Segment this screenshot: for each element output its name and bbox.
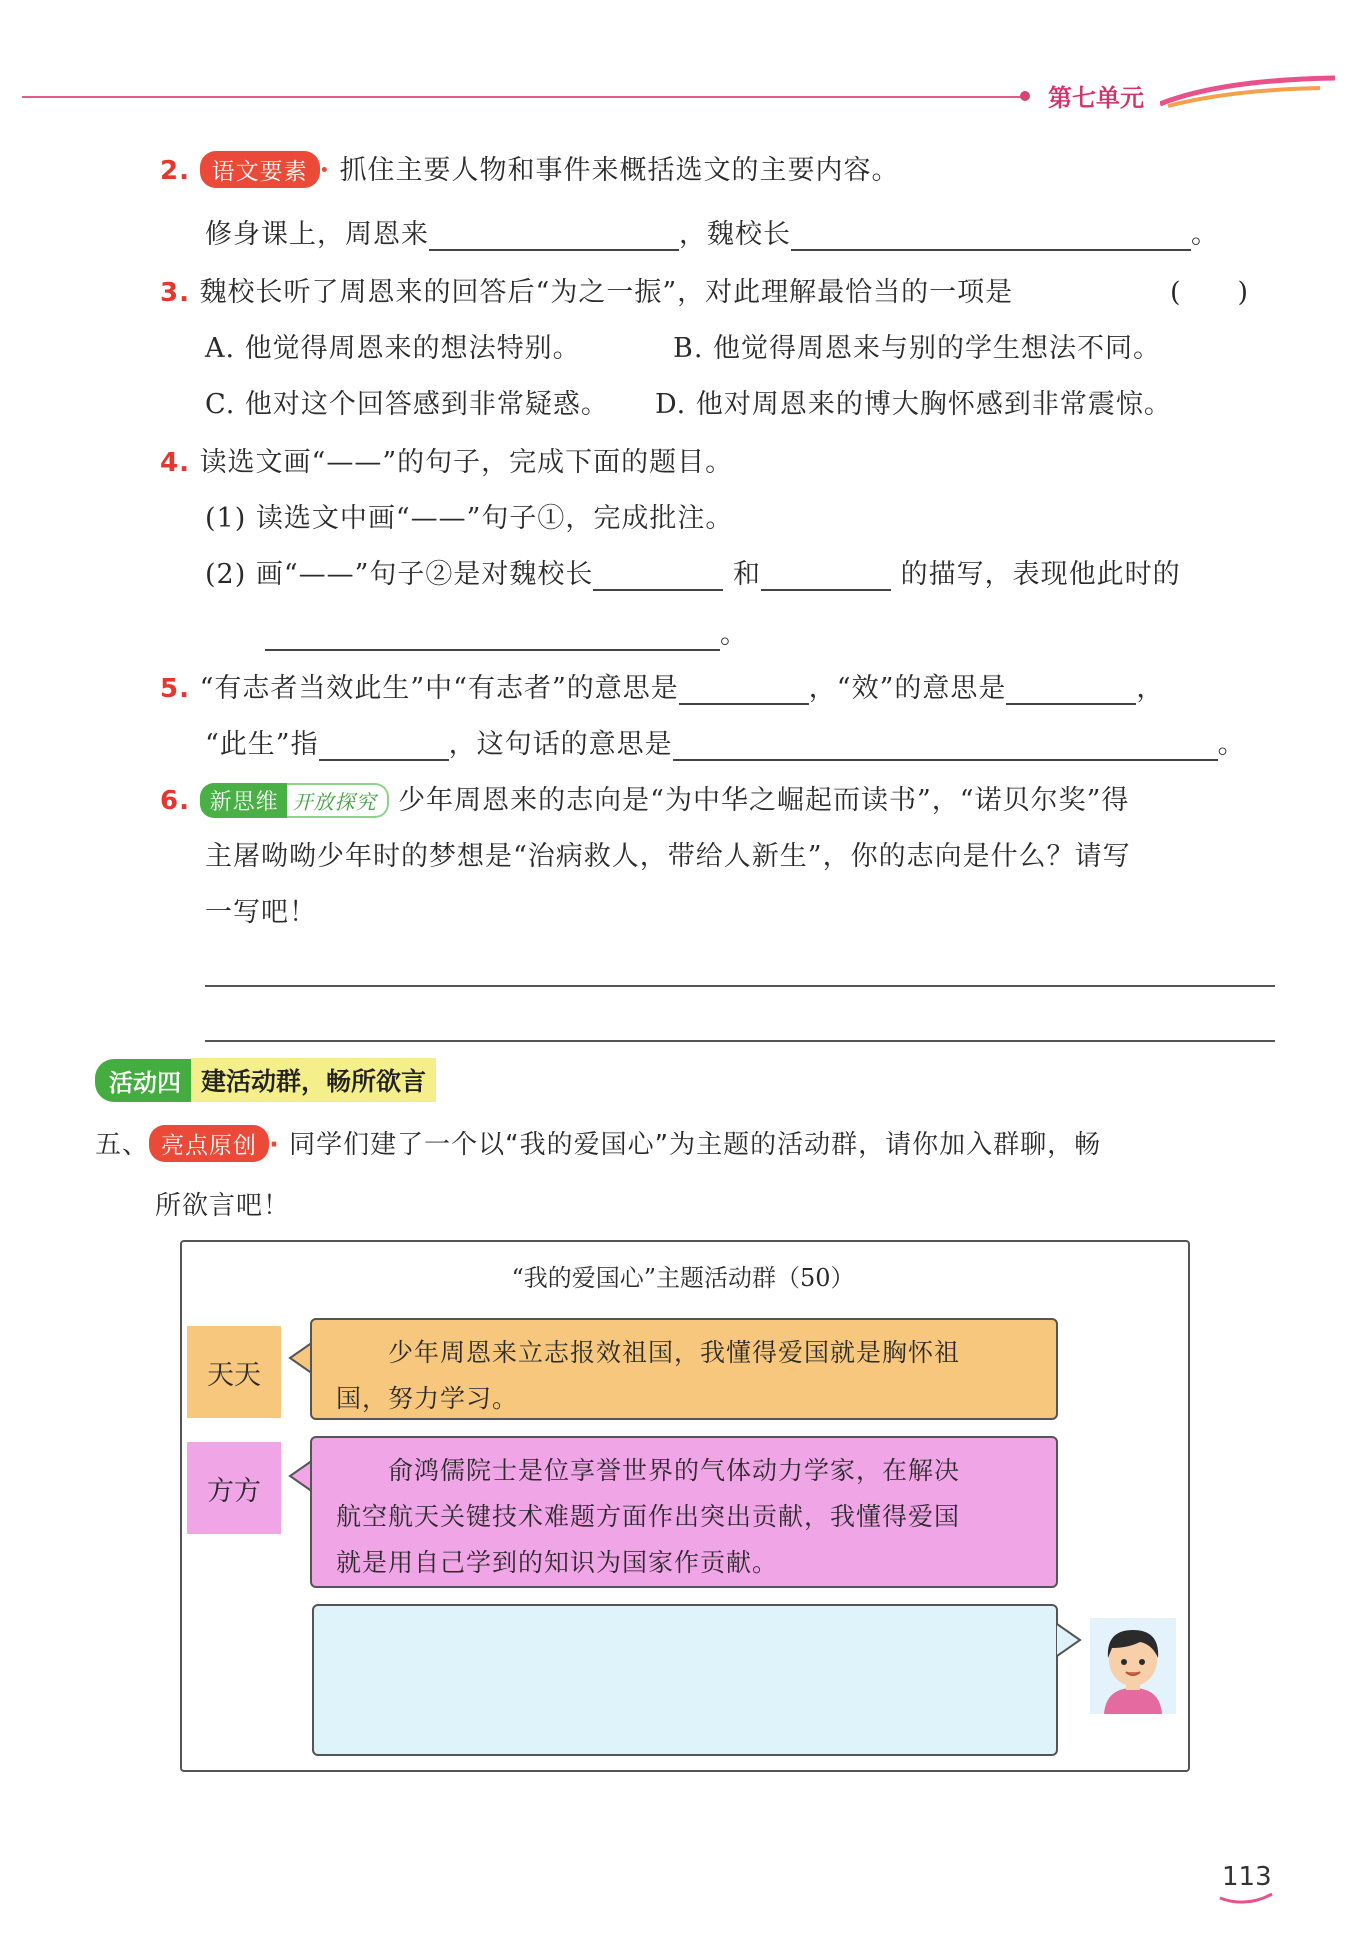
chat-text-line: 就是用自己学到的知识为国家作贡献。 [336, 1548, 779, 1577]
section-five-text-2: 所欲言吧！ [155, 1191, 291, 1221]
section-five-number: 五、 [95, 1130, 150, 1160]
activity-tag: 活动四 [95, 1059, 195, 1102]
q5-blank-2[interactable] [1006, 677, 1136, 705]
q6-text-3: 一写吧！ [205, 897, 317, 928]
chat-name-fangfang: 方方 [187, 1442, 281, 1534]
q2-line-a: 修身课上，周恩来 [205, 219, 429, 250]
q3-option-c[interactable]: C. 他对这个回答感到非常疑惑。 [205, 389, 609, 420]
chat-answer-input[interactable] [312, 1604, 1058, 1756]
q4-sub1: (1) 读选文中画“——”句子①，完成批注。 [205, 503, 734, 534]
q5-blank-3[interactable] [319, 733, 449, 761]
q4-sub2-c: 的描写，表现他此时的 [900, 559, 1181, 590]
q4-header [160, 440, 733, 479]
q5-part6: 。 [1217, 729, 1246, 760]
q3-answer-paren[interactable]: ( ) [1170, 277, 1250, 308]
header-dot-icon [1020, 91, 1030, 101]
chat-bubble-fangfang [310, 1436, 1058, 1588]
q5-blank-4[interactable] [673, 733, 1218, 761]
q6-line-1 [160, 778, 1129, 818]
q6-text-1: 少年周恩来的志向是“为中华之崛起而读书”，“诺贝尔奖”得 [398, 785, 1130, 816]
q4-prompt: 读选文画“——”的句子，完成下面的题目。 [199, 447, 734, 478]
chat-text-line: 航空航天关键技术难题方面作出突出贡献，我懂得爱国 [336, 1502, 961, 1531]
q2-blank-1[interactable] [429, 223, 679, 251]
q4-sub2-end: 。 [720, 619, 748, 650]
q2-tag: 语文要素 [200, 151, 320, 188]
q3-option-b[interactable]: B. 他觉得周恩来与别的学生想法不同。 [673, 333, 1162, 364]
q3-option-a[interactable]: A. 他觉得周恩来的想法特别。 [205, 333, 581, 364]
section-five-tag: 亮点原创 [149, 1125, 269, 1162]
q5-part5: ，这句话的意思是 [448, 729, 673, 760]
q4-sub2-a: (2) 画“——”句子②是对魏校长 [205, 559, 594, 590]
chat-text-line: 国，努力学习。 [336, 1384, 519, 1413]
page-swoosh-icon [1218, 1892, 1274, 1906]
chat-text-line: 俞鸿儒院士是位享誉世界的气体动力学家，在解决 [336, 1456, 961, 1485]
q6-tag-sub: 开放探究 [287, 783, 389, 818]
bubble-pointer-icon [1056, 1622, 1082, 1658]
q5-number: 5. [160, 674, 190, 704]
q3-number: 3. [160, 278, 190, 308]
q4-sub2 [205, 552, 1181, 591]
chat-text-line: 少年周恩来立志报效祖国，我懂得爱国就是胸怀祖 [336, 1338, 961, 1367]
header-rule [22, 96, 1022, 98]
q5-part2: ，“效”的意思是 [808, 673, 1007, 704]
q5-section-line-1 [95, 1124, 1101, 1162]
q2-line-b: ，魏校长 [679, 219, 791, 250]
unit-title: 第七单元 [1048, 84, 1144, 112]
q2-prompt: 抓住主要人物和事件来概括选文的主要内容。 [339, 155, 900, 186]
q6-text-2: 主屠呦呦少年时的梦想是“治病救人，带给人新生”，你的志向是什么？请写 [205, 841, 1131, 872]
header-swoosh-icon [1160, 72, 1340, 112]
q3-option-d[interactable]: D. 他对周恩来的博大胸怀感到非常震惊。 [655, 389, 1172, 420]
q4-blank-1[interactable] [593, 563, 723, 591]
chat-name-tiantian: 天天 [187, 1326, 281, 1418]
q3-header [160, 270, 1013, 309]
q5-blank-1[interactable] [679, 677, 809, 705]
q5-line-2 [205, 722, 1246, 761]
activity-title: 建活动群，畅所欲言 [191, 1058, 436, 1102]
q6-number: 6. [160, 786, 190, 816]
q4-number: 4. [160, 448, 190, 478]
section-five-text-1: 同学们建了一个以“我的爱国心”为主题的活动群，请你加入群聊，畅 [289, 1130, 1102, 1160]
q4-sub2-cont [265, 612, 748, 651]
chat-bubble-tiantian [310, 1318, 1058, 1420]
q2-line-end: 。 [1191, 219, 1219, 250]
q5-part1: “有志者当效此生”中“有志者”的意思是 [199, 673, 679, 704]
q5-part3: ， [1136, 673, 1165, 704]
q6-answer-line-1[interactable] [205, 985, 1275, 987]
q6-answer-line-2[interactable] [205, 1040, 1275, 1042]
q5-part4: “此生”指 [205, 729, 319, 760]
tag-dot-icon: · [319, 155, 330, 186]
student-avatar-icon [1090, 1618, 1176, 1714]
q2-header [160, 148, 900, 188]
q2-answer-line [205, 212, 1219, 251]
page-number: 113 [1222, 1862, 1272, 1892]
activity-header [95, 1058, 436, 1096]
q6-tag-main: 新思维 [200, 783, 287, 818]
q3-prompt: 魏校长听了周恩来的回答后“为之一振”，对此理解最恰当的一项是 [199, 277, 1014, 308]
q2-number: 2. [160, 156, 190, 186]
q4-blank-3[interactable] [265, 623, 720, 651]
q4-blank-2[interactable] [761, 563, 891, 591]
q5-line-1 [160, 666, 1164, 705]
chat-title: “我的爱国心”主题活动群（50） [511, 1264, 855, 1292]
q2-blank-2[interactable] [791, 223, 1191, 251]
tag-dot-icon: · [269, 1130, 280, 1160]
q4-sub2-b: 和 [733, 559, 762, 590]
